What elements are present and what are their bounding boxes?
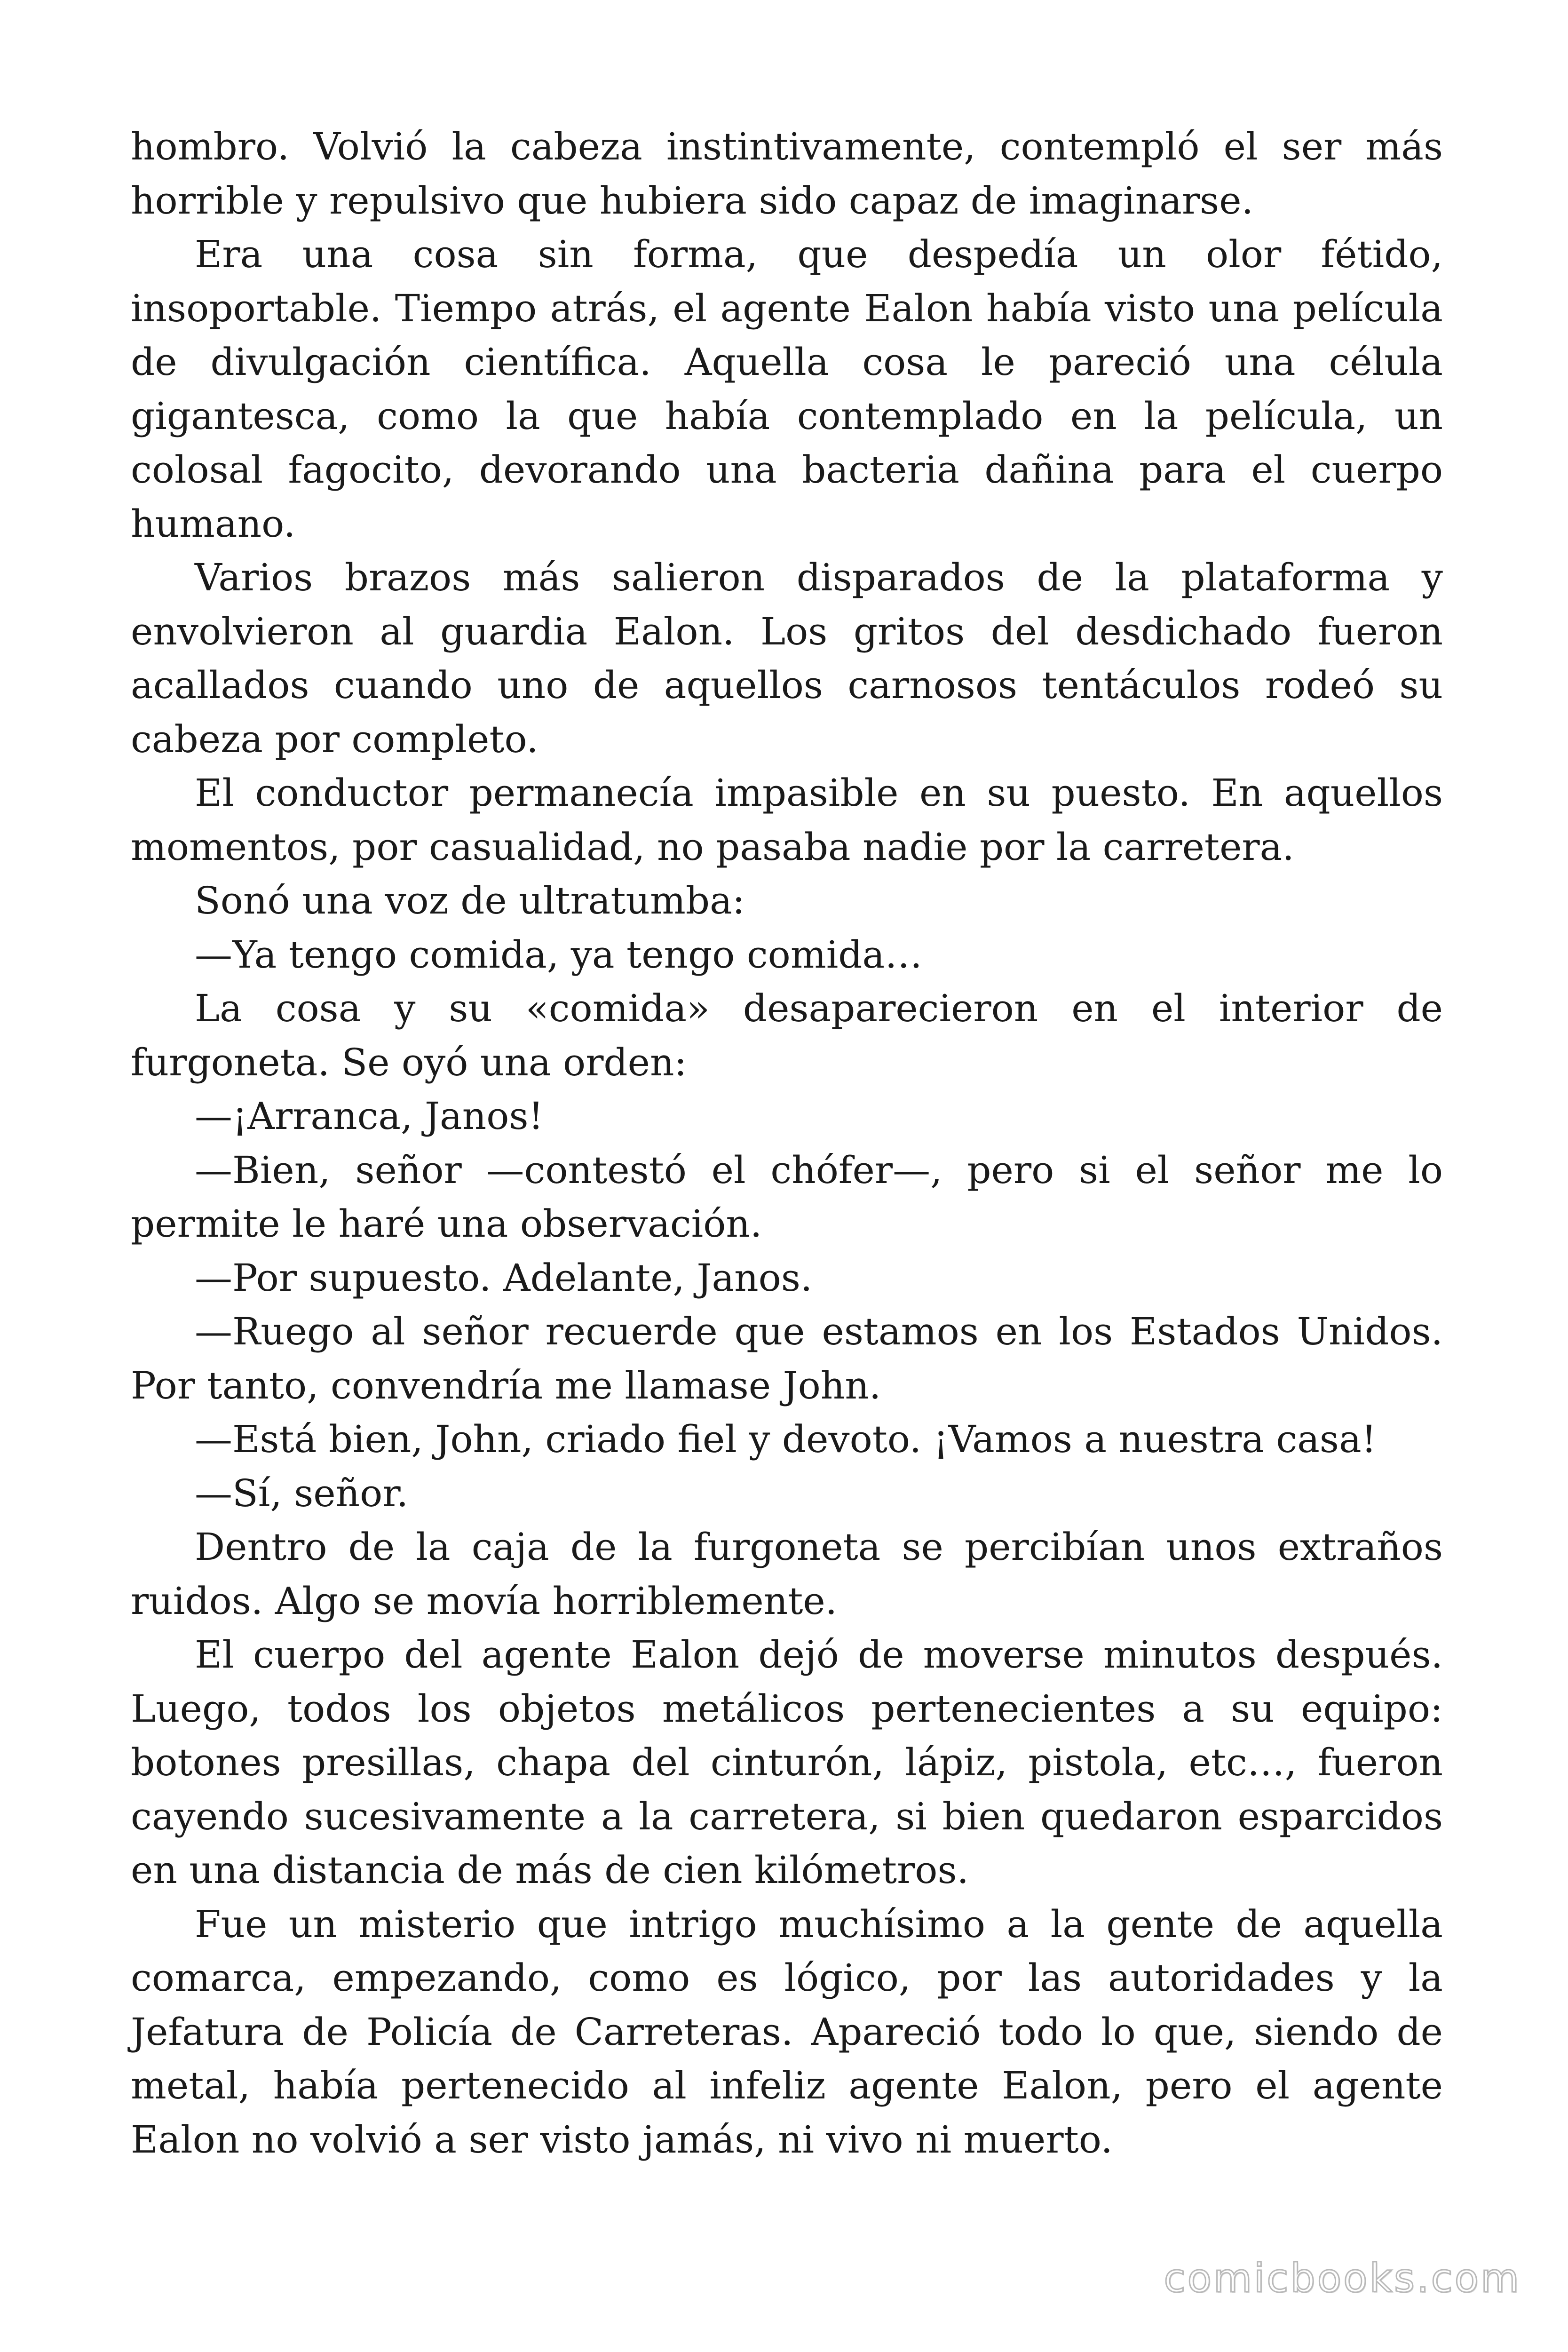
page-body (131, 120, 1443, 2167)
paragraph: —Bien, señor —contestó el chófer—, pero si el señor me lo permite le haré una observación. (131, 1148, 1443, 1246)
paragraph: —¡Arranca, Janos! (195, 1094, 544, 1138)
paragraph: —Está bien, John, criado fiel y devoto. ¡Vamos a nuestra casa! (195, 1417, 1377, 1461)
paragraph: —Ruego al señor recuerde que estamos en los Estados Unidos. Por tanto, convendría me llamase John. (131, 1310, 1443, 1407)
paragraph: Era una cosa sin forma, que despedía un olor fétido, insoportable. Tiempo atrás, el agente Ealon había visto una película de divulgación científica. Aquella cosa le pareció una célula gigantesca, como la que había contemplado en la película, un colosal fagocito, devorando una bacteria dañina para el cuerpo humano. (131, 232, 1443, 546)
watermark: comicbooks.com (1164, 2255, 1521, 2301)
paragraph: El cuerpo del agente Ealon dejó de moverse minutos después. Luego, todos los objetos metálicos pertenecientes a su equipo: botones presillas, chapa del cinturón, lápiz, pistola, etc…, fueron cayendo sucesivamente a la carretera, si bien quedaron esparcidos en una distancia de más de cien kilómetros. (131, 1633, 1443, 1892)
paragraph: Dentro de la caja de la furgoneta se percibían unos extraños ruidos. Algo se movía horriblemente. (131, 1525, 1443, 1623)
paragraph: —Sí, señor. (195, 1471, 409, 1515)
paragraph: Varios brazos más salieron disparados de la plataforma y envolvieron al guardia Ealon. Los gritos del desdichado fueron acallados cuando uno de aquellos carnosos tentáculos rodeó su cabeza por completo. (131, 556, 1443, 761)
paragraph: —Por supuesto. Adelante, Janos. (195, 1255, 813, 1300)
paragraph: La cosa y su «comida» desaparecieron en el interior de furgoneta. Se oyó una orden: (131, 986, 1443, 1084)
paragraph: hombro. Volvió la cabeza instintivamente, contempló el ser más horrible y repulsivo que hubiera sido capaz de imaginarse. (131, 125, 1443, 222)
paragraph: —Ya tengo comida, ya tengo comida… (195, 932, 923, 977)
paragraph: El conductor permanecía impasible en su puesto. En aquellos momentos, por casualidad, no pasaba nadie por la carretera. (131, 771, 1443, 869)
paragraph: Sonó una voz de ultratumba: (195, 879, 745, 922)
paragraph: Fue un misterio que intrigo muchísimo a la gente de aquella comarca, empezando, como es lógico, por las autoridades y la Jefatura de Policía de Carreteras. Apareció todo lo que, siendo de metal, había pertenecido al infeliz agente Ealon, pero el agente Ealon no volvió a ser visto jamás, ni vivo ni muerto. (131, 1902, 1443, 2161)
